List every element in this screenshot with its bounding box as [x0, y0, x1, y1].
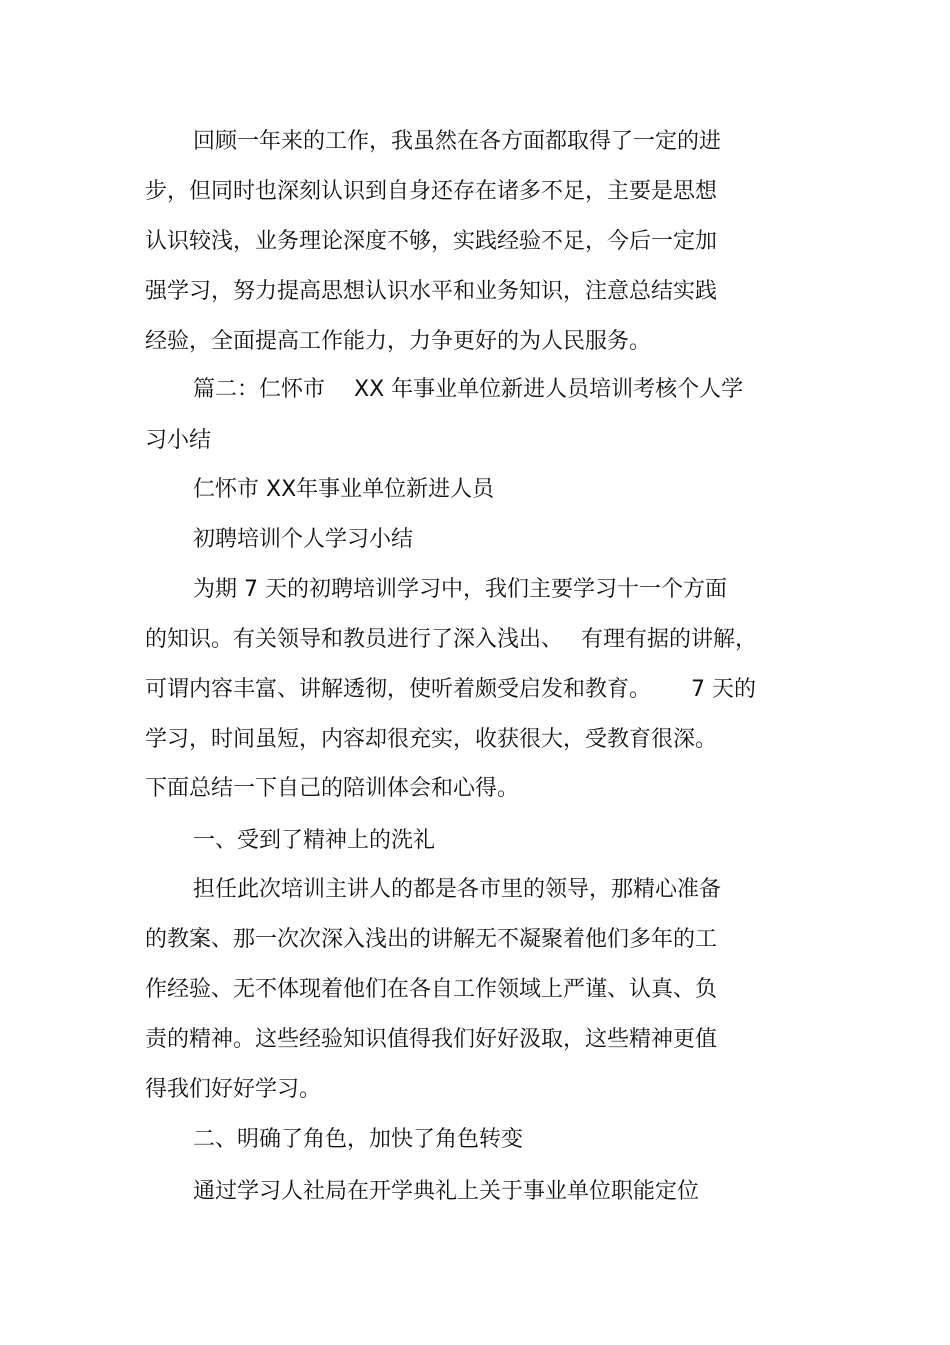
text-line: 为期 7 天的初聘培训学习中，我们主要学习十一个方面	[193, 577, 727, 602]
text-line: 作经验、无不体现着他们在各自工作领域上严谨、认真、负	[145, 977, 718, 1002]
text-line: 的教案、那一次次深入浅出的讲解无不凝聚着他们多年的工	[145, 927, 718, 952]
text-line: 通过学习人社局在开学典礼上关于事业单位职能定位	[193, 1179, 700, 1204]
subheading: 二、明确了角色，加快了角色转变	[193, 1127, 524, 1152]
text-line: 担任此次培训主讲人的都是各市里的领导，那精心准备	[193, 877, 722, 902]
text-line: 的知识。有关领导和教员进行了深入浅出、 有理有据的讲解，	[145, 627, 757, 652]
text-line: 可谓内容丰富、讲解透彻，使听着颇受启发和教育。 7 天的	[145, 677, 756, 702]
text-line: 责的精神。这些经验知识值得我们好好汲取，这些精神更值	[145, 1027, 718, 1052]
text-line: 学习，时间虽短，内容却很充实，收获很大，受教育很深。	[145, 727, 718, 752]
text-line: 认识较浅，业务理论深度不够，实践经验不足，今后一定加	[145, 229, 718, 254]
title-line: 仁怀市 XX年事业单位新进人员	[193, 477, 495, 502]
section-heading: 篇二：仁怀市 XX 年事业单位新进人员培训考核个人学	[193, 377, 744, 402]
text-line: 步，但同时也深刻认识到自身还存在诸多不足，主要是思想	[145, 179, 718, 204]
text-line: 下面总结一下自己的陪训体会和心得。	[145, 776, 520, 801]
text-line: 强学习，努力提高思想认识水平和业务知识，注意总结实践	[145, 279, 718, 304]
text-line: 回顾一年来的工作，我虽然在各方面都取得了一定的进	[193, 129, 722, 154]
section-heading: 习小结	[145, 428, 212, 453]
text-line: 得我们好好学习。	[145, 1077, 322, 1102]
title-line: 初聘培训个人学习小结	[193, 527, 414, 552]
subheading: 一、受到了精神上的洗礼	[193, 828, 436, 853]
text-line: 经验，全面提高工作能力，力争更好的为人民服务。	[145, 329, 652, 354]
